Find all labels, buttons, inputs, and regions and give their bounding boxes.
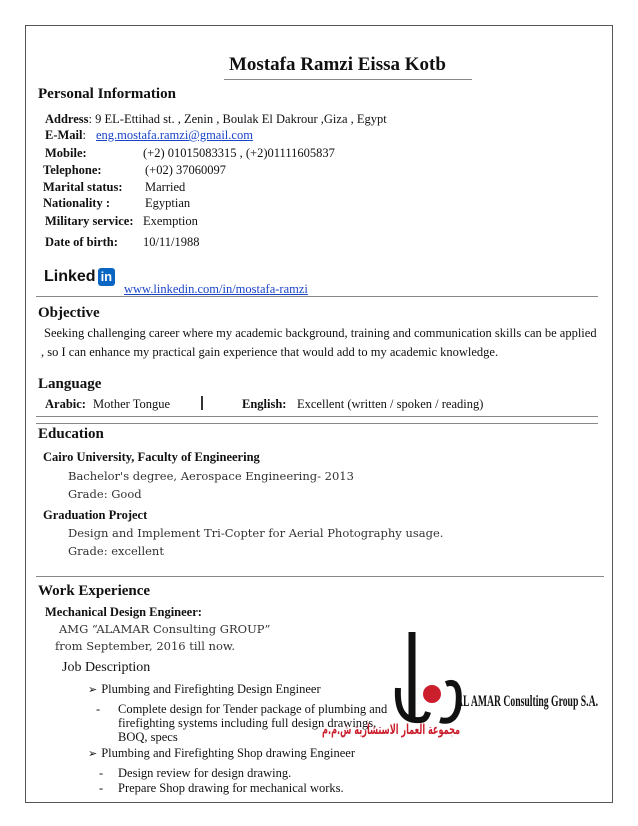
- address-label: Address: [45, 112, 89, 126]
- section-divider-2a: [36, 416, 598, 417]
- personal-info-heading: Personal Information: [38, 86, 176, 102]
- marital-label: Marital status:: [43, 180, 123, 194]
- arabic-value: Mother Tongue: [93, 397, 171, 411]
- nationality-label: Nationality :: [43, 196, 111, 210]
- objective-line-1: Seeking challenging career where my academic background, training and communication skills can be applied: [44, 326, 597, 340]
- arrow-bullet-icon: ➢: [88, 747, 98, 760]
- linkedin-logo-text: Linked: [44, 268, 96, 285]
- military-label: Military service:: [45, 214, 134, 228]
- work-experience-heading: Work Experience: [38, 583, 151, 599]
- jd-bullet-1-dash: -: [96, 702, 101, 716]
- english-label: English:: [242, 397, 287, 411]
- address-value: : 9 EL-Ettihad st. , Zenin , Boulak El Dakrour ,Giza , Egypt: [88, 112, 387, 126]
- job-role: Mechanical Design Engineer:: [45, 605, 202, 619]
- name-underline: [224, 79, 472, 80]
- jd-bullet-2-dash-2: -: [99, 781, 104, 795]
- email-link[interactable]: eng.mostafa.ramzi@gmail.com: [95, 128, 253, 142]
- language-separator: [201, 396, 203, 410]
- jd-bullet-1-text: Plumbing and Firefighting Design Engineer: [101, 682, 321, 696]
- arabic-label: Arabic:: [45, 397, 86, 411]
- jd-bullet-2-text: Plumbing and Firefighting Shop drawing Engineer: [101, 746, 356, 760]
- section-divider-2b: [36, 423, 598, 424]
- jd-bullet-2-sub-2: Prepare Shop drawing for mechanical works.: [118, 781, 344, 795]
- jd-bullet-2-dash-1: -: [99, 766, 104, 780]
- military-value: Exemption: [143, 214, 198, 228]
- degree-text: Bachelor's degree, Aerospace Engineering- 2013: [68, 469, 354, 483]
- alamar-logo: [322, 624, 604, 744]
- jd-bullet-1: [88, 682, 321, 697]
- education-heading: Education: [38, 426, 104, 442]
- section-divider-3: [36, 576, 604, 577]
- jd-bullet-2-sub-1: Design review for design drawing.: [118, 766, 292, 780]
- email-colon: :: [82, 128, 86, 142]
- job-description-heading: Job Description: [62, 660, 151, 675]
- linkedin-link[interactable]: www.linkedin.com/in/mostafa-ramzi: [124, 282, 308, 296]
- email-label: E-Mail: [45, 128, 83, 142]
- resume-name: Mostafa Ramzi Eissa Kotb: [229, 54, 446, 75]
- section-divider-1: [36, 296, 598, 297]
- jd-bullet-1-sub-line-1: Complete design for Tender package of plumbing and: [118, 702, 388, 716]
- telephone-value: (+02) 37060097: [145, 163, 226, 177]
- svg-text:AL AMAR Consulting Group S.A.: AL AMAR Consulting Group S.A.: [456, 693, 598, 710]
- degree-grade: Grade: Good: [68, 487, 142, 501]
- objective-heading: Objective: [38, 305, 100, 321]
- linkedin-in-icon: in: [98, 268, 116, 286]
- email-row: [45, 126, 253, 144]
- jd-bullet-1-sub-line-3: BOQ, specs: [118, 730, 178, 744]
- objective-line-2: , so I can enhance my practical gain experience that would add to my academic knowledge.: [41, 345, 499, 359]
- language-heading: Language: [38, 376, 102, 392]
- dob-label: Date of birth:: [45, 235, 118, 249]
- svg-text:مجموعة العمار الاستشارية ش.م.م: مجموعة العمار الاستشارية ش.م.م: [322, 722, 460, 738]
- graduation-project-heading: Graduation Project: [43, 508, 148, 522]
- linkedin-logo: [44, 268, 115, 286]
- english-value: Excellent (written / spoken / reading): [297, 397, 484, 411]
- graduation-project-grade: Grade: excellent: [68, 544, 164, 558]
- mobile-label: Mobile:: [45, 146, 87, 160]
- work-period: from September, 2016 till now.: [55, 639, 236, 653]
- jd-bullet-2: [88, 746, 355, 761]
- graduation-project-desc: Design and Implement Tri-Copter for Aerial Photography usage.: [68, 526, 444, 540]
- arrow-bullet-icon: ➢: [88, 683, 98, 696]
- marital-value: Married: [145, 180, 186, 194]
- telephone-label: Telephone:: [43, 163, 102, 177]
- dob-value: 10/11/1988: [143, 235, 200, 249]
- university-name: Cairo University, Faculty of Engineering: [43, 450, 260, 464]
- mobile-value: (+2) 01015083315 , (+2)01111605837: [143, 146, 335, 160]
- nationality-value: Egyptian: [145, 196, 191, 210]
- company-name: AMG “ALAMAR Consulting GROUP”: [59, 622, 271, 636]
- jd-bullet-1-sub-line-2: firefighting systems including full design drawings,: [118, 716, 377, 730]
